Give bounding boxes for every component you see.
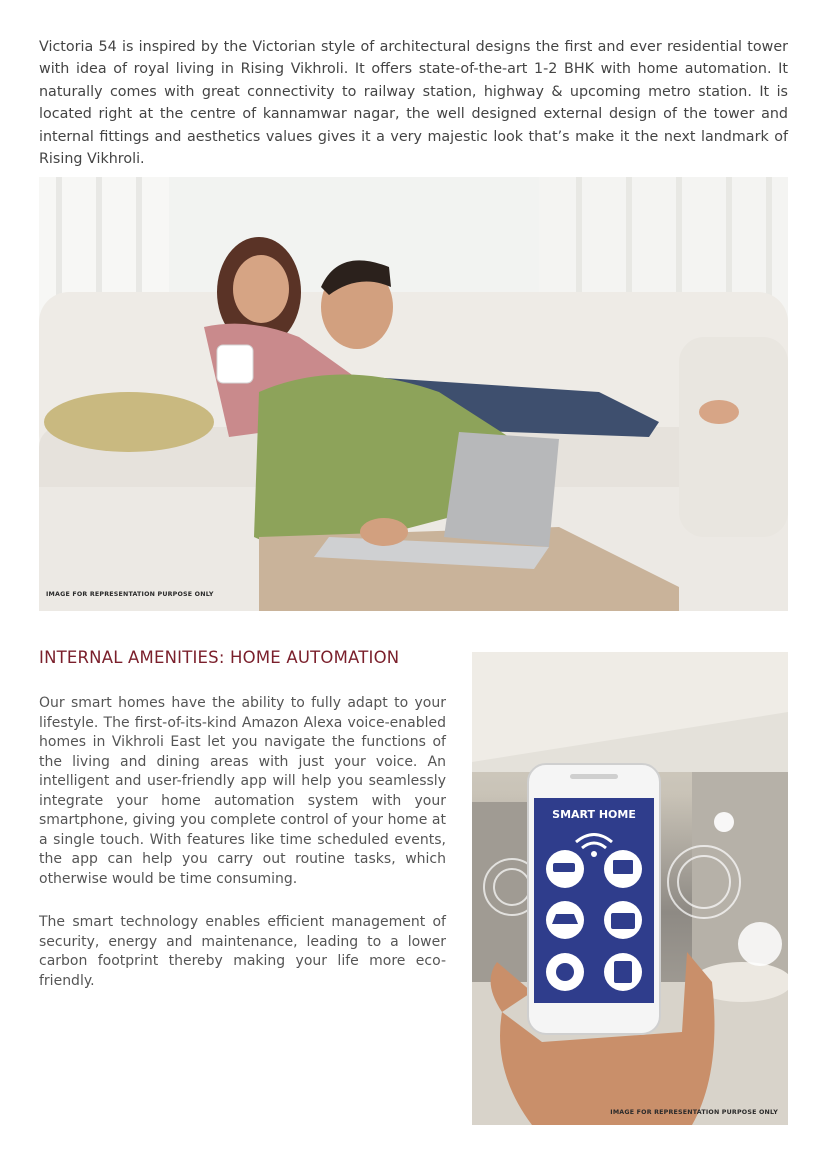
phone-illustration [472,652,788,1125]
smart-home-phone-photo [472,652,788,1125]
app-title: SMART HOME [552,808,636,821]
hero-photo-couple-on-sofa [39,177,788,611]
amenities-paragraph-1: Our smart homes have the ability to fully adapt to your lifestyle. The first-of-its-kind Amazon Alexa voice-enabled homes in Vikhroli East let you navigate the functions of the living and dining areas with just your voice. An intelligent and user-friendly app will help you seamlessly integrate your home automation system with your smartphone, giving you complete control of your home at a single touch. With features like time scheduled events, the app can help you carry out routine tasks, which otherwise would be time consuming. [39,695,446,887]
smart-meter-icon [714,812,734,832]
bulb-icon [738,922,782,966]
phone-photo-caption: IMAGE FOR REPRESENTATION PURPOSE ONLY [610,1109,778,1116]
intro-paragraph: Victoria 54 is inspired by the Victorian style of architectural designs the first and ever residential tower with idea of royal living in Rising Vikhroli. It offers state-of-the-art 1-2 BHK with home automation. It naturally comes with great connectivity to railway station, highway & upcoming metro station. It is located right at the centre of kannamwar nagar, the well designed external design of the tower and internal fittings and aesthetics values gives it a very majestic look that’s make it the next landmark of Rising Vikhroli. [39,39,788,168]
section-heading: INTERNAL AMENITIES: HOME AUTOMATION [39,648,400,667]
hero-caption: IMAGE FOR REPRESENTATION PURPOSE ONLY [46,591,214,598]
amenities-paragraph-2: The smart technology enables efficient management of security, energy and maintenance, leading to a lower carbon footprint thereby making your life more eco-friendly. [39,914,446,989]
hero-illustration [39,177,788,611]
